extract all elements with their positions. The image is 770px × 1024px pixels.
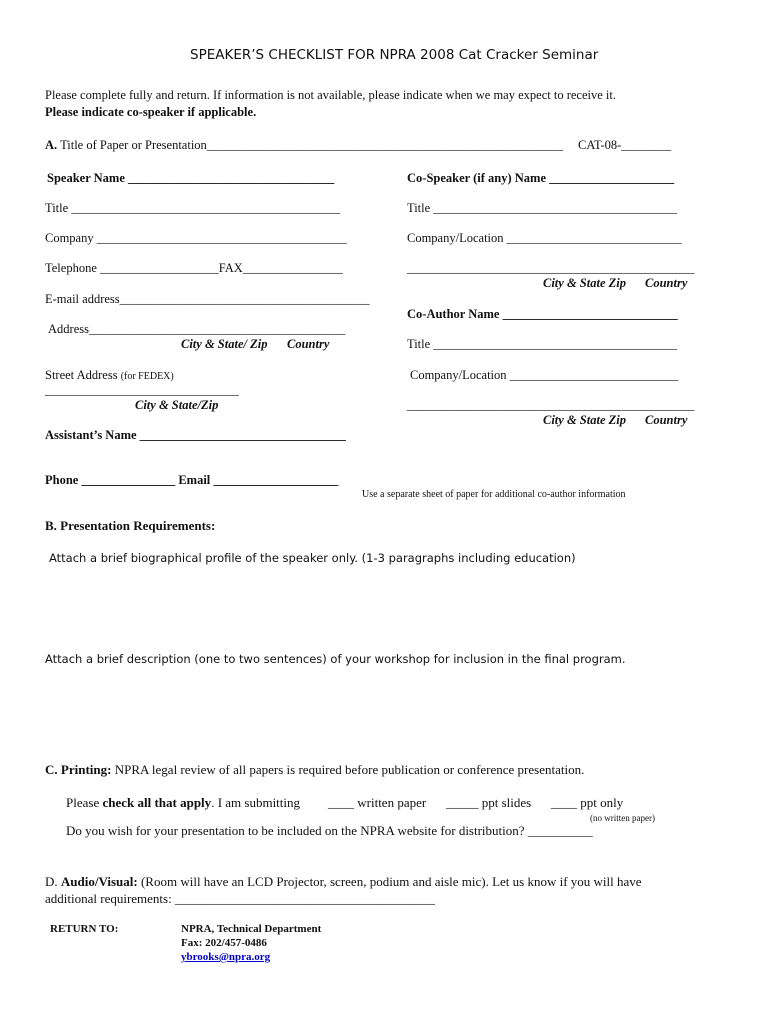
street-address-line[interactable]: _______________________________: [45, 383, 239, 397]
speaker-title-field[interactable]: Title ___________________________________________: [45, 201, 341, 215]
phone-email-field[interactable]: Phone _______________ Email ____________________: [45, 473, 339, 487]
return-fax: Fax: 202/457-0486: [181, 937, 267, 949]
co-speaker-caption-country: Country: [645, 276, 688, 290]
return-org: NPRA, Technical Department: [181, 923, 322, 935]
co-speaker-address-line[interactable]: ______________________________________________: [407, 261, 695, 275]
section-b-heading: B. Presentation Requirements:: [45, 518, 216, 533]
page-title: SPEAKER’S CHECKLIST FOR NPRA 2008 Cat Cracker Seminar: [190, 47, 599, 63]
option-ppt-slides[interactable]: _____ ppt slides: [446, 795, 532, 810]
co-author-title-field[interactable]: Title _______________________________________: [407, 337, 678, 351]
section-d-line: D. Audio/Visual: (Room will have an LCD Projector, screen, podium and aisle mic). Let us know if you will have: [45, 874, 642, 889]
co-author-name-field[interactable]: Co-Author Name ____________________________: [407, 307, 678, 321]
paper-title-field[interactable]: Title of Paper or Presentation_________________________________________________________: [60, 138, 564, 152]
co-speaker-name-field[interactable]: Co-Speaker (if any) Name ____________________: [407, 171, 675, 185]
address-caption-city: City & State/ Zip: [181, 337, 268, 351]
description-instruction: Attach a brief description (one to two sentences) of your workshop for inclusion in the final program.: [45, 652, 626, 666]
section-c-heading: C. Printing: NPRA legal review of all papers is required before publication or conference presentation.: [45, 762, 585, 777]
speaker-company-field[interactable]: Company ________________________________________: [45, 231, 347, 245]
intro-line-1: Please complete fully and return. If information is not available, please indicate when we may expect to receive it.: [45, 88, 616, 102]
return-email-link[interactable]: ybrooks@npra.org: [181, 951, 271, 963]
no-written-paper-note: (no written paper): [590, 813, 655, 823]
check-all-line: Please check all that apply. I am submitting: [66, 795, 301, 810]
printing-text: NPRA legal review of all papers is required before publication or conference presentation.: [114, 762, 585, 777]
section-a-label: [45, 137, 563, 153]
street-address-label: Street Address (for FEDEX): [45, 368, 174, 382]
address-caption-country: Country: [287, 337, 330, 351]
co-author-company-field[interactable]: Company/Location ___________________________: [410, 368, 679, 382]
intro-line-2: Please indicate co-speaker if applicable.: [45, 105, 257, 119]
website-question-field[interactable]: Do you wish for your presentation to be included on the NPRA website for distribution? __________: [66, 823, 593, 838]
telephone-fax-field[interactable]: Telephone ___________________FAX________________: [45, 261, 343, 275]
speaker-name-field[interactable]: Speaker Name _________________________________: [47, 171, 335, 185]
street-caption: City & State/Zip: [135, 398, 219, 412]
additional-requirements-field[interactable]: additional requirements: ________________________________________: [45, 891, 435, 906]
co-author-address-line[interactable]: ______________________________________________: [407, 398, 695, 412]
address-field[interactable]: Address_________________________________________: [48, 322, 346, 336]
co-speaker-caption-city: City & State Zip: [543, 276, 626, 290]
co-speaker-title-field[interactable]: Title _______________________________________: [407, 201, 678, 215]
section-a-letter: A.: [45, 138, 58, 152]
cat-code-field[interactable]: CAT-08-________: [578, 138, 672, 152]
email-address-field[interactable]: E-mail address________________________________________: [45, 292, 370, 306]
separate-sheet-note: Use a separate sheet of paper for additional co-author information: [362, 489, 626, 500]
co-author-caption-city: City & State Zip: [543, 413, 626, 427]
co-author-caption-country: Country: [645, 413, 688, 427]
option-ppt-only[interactable]: ____ ppt only: [551, 795, 624, 810]
co-speaker-company-field[interactable]: Company/Location ____________________________: [407, 231, 682, 245]
assistant-name-field[interactable]: Assistant’s Name _________________________________: [45, 428, 346, 442]
fedex-note: (for FEDEX): [120, 371, 174, 382]
option-written-paper[interactable]: ____ written paper: [328, 795, 427, 810]
return-to-label: RETURN TO:: [50, 923, 119, 935]
bio-instruction: Attach a brief biographical profile of the speaker only. (1-3 paragraphs including education): [49, 551, 576, 565]
